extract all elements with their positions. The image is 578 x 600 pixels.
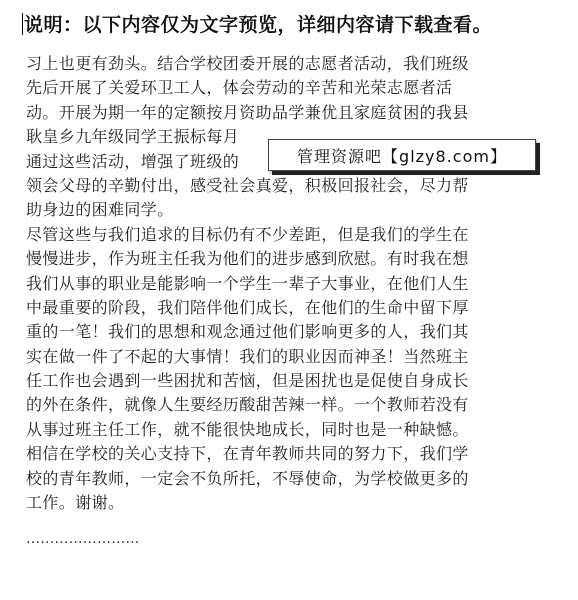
watermark-text: 管理资源吧【glzy8.com】 bbox=[297, 146, 507, 166]
text-line: 中最重要的阶段，我们陪伴他们成长，在他们的生命中留下厚 bbox=[26, 297, 469, 317]
text-line: 慢慢进步，作为班主任我为他们的进步感到欣慰。有时我在想 bbox=[26, 249, 469, 269]
text-line: 从事过班主任工作，就不能很快地成长，同时也是一种缺憾。 bbox=[26, 419, 469, 439]
text-line: 任工作也会遇到一些困扰和苦恼，但是困扰也是促使自身成长 bbox=[26, 371, 469, 391]
text-line: 我们从事的职业是能影响一个学生一辈子大事业，在他们人生 bbox=[26, 273, 469, 293]
preview-notice-text: 说明：以下内容仅为文字预览，详细内容请下载查看。 bbox=[24, 14, 493, 36]
text-line: 校的青年教师，一定会不负所托，不辱使命，为学校做更多的 bbox=[26, 468, 469, 488]
text-line: 助身边的困难同学。 bbox=[26, 200, 174, 220]
text-line: 通过这些活动，增强了班级的 bbox=[26, 151, 240, 171]
text-line: 重的一笔！我们的思想和观念通过他们影响更多的人，我们其 bbox=[26, 322, 469, 342]
text-line: 相信在学校的关心支持下，在青年教师共同的努力下，我们学 bbox=[26, 444, 469, 464]
text-line: 领会父母的辛勤付出，感受社会真爱，积极回报社会，尽力帮 bbox=[26, 175, 469, 195]
text-line: 工作。谢谢。 bbox=[26, 493, 125, 513]
text-line: 先后开展了关爱环卫工人，体会劳动的辛苦和光荣志愿者活 bbox=[26, 78, 453, 98]
text-line: 习上也更有劲头。结合学校团委开展的志愿者活动，我们班级 bbox=[26, 54, 469, 73]
text-line: 动。开展为期一年的定额按月资助品学兼优且家庭贫困的我县 bbox=[26, 102, 469, 122]
site-watermark-badge bbox=[268, 139, 536, 171]
text-line: 的外在条件，就像人生要经历酸甜苦辣一样。一个教师若没有 bbox=[26, 395, 469, 415]
ellipsis-dots: …………………… bbox=[26, 531, 140, 547]
text-cursor-icon bbox=[22, 13, 23, 35]
text-line: 实在做一件了不起的大事情！我们的职业因而神圣！当然班主 bbox=[26, 346, 469, 366]
preview-notice bbox=[22, 10, 562, 37]
text-line: 耿皇乡九年级同学王振标每月 bbox=[26, 127, 240, 147]
document-body bbox=[26, 52, 551, 515]
text-line: 尽管这些与我们追求的目标仍有不少差距，但是我们的学生在 bbox=[26, 224, 469, 244]
